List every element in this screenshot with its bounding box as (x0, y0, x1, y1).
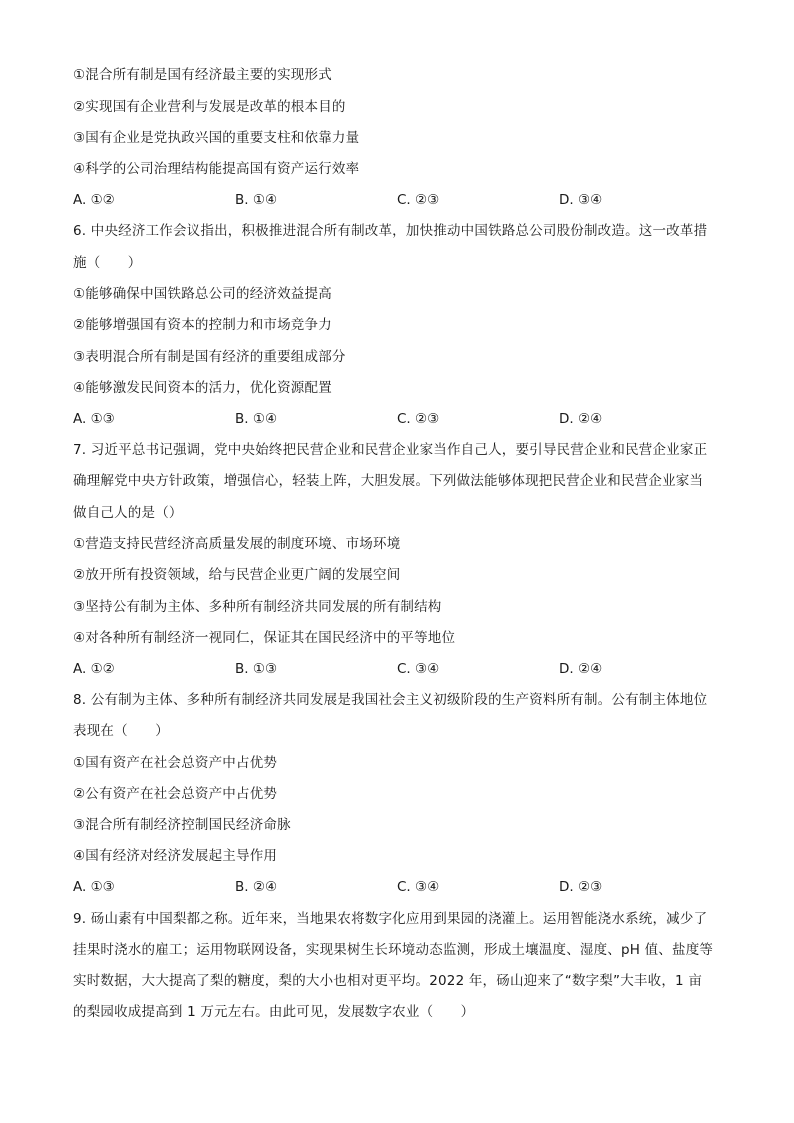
q8-statement-3: ③混合所有制经济控制国民经济命脉 (73, 817, 291, 833)
q8-option-b: B. ②④ (235, 879, 278, 895)
q5-option-a: A. ①② (73, 192, 115, 208)
q7-statement-2: ②放开所有投资领域，给与民营企业更广阔的发展空间 (73, 567, 401, 583)
q6-option-c: C. ②③ (397, 411, 440, 427)
q6-stem-line-1: 6. 中央经济工作会议指出，积极推进混合所有制改革，加快推动中国铁路总公司股份制改造。这一改革措 (73, 223, 708, 239)
q8-option-d: D. ②③ (559, 879, 603, 895)
q5-statement-1: ①混合所有制是国有经济最主要的实现形式 (73, 67, 332, 83)
q6-statement-1: ①能够确保中国铁路总公司的经济效益提高 (73, 286, 332, 302)
q7-statement-4: ④对各种所有制经济一视同仁，保证其在国民经济中的平等地位 (73, 630, 456, 646)
q7-option-c: C. ③④ (397, 661, 440, 677)
q7-stem-line-1: 7. 习近平总书记强调，党中央始终把民营企业和民营企业家当作自己人，要引导民营企业和民营企业家正 (73, 442, 708, 458)
q5-option-c: C. ②③ (397, 192, 440, 208)
q7-stem-line-2: 确理解党中央方针政策，增强信心，轻装上阵，大胆发展。下列做法能够体现把民营企业和民营企业家当 (73, 473, 704, 489)
q5-statement-2: ②实现国有企业营利与发展是改革的根本目的 (73, 99, 346, 115)
q8-option-a: A. ①③ (73, 879, 115, 895)
q7-statement-1: ①营造支持民营经济高质量发展的制度环境、市场环境 (73, 536, 401, 552)
q6-option-b: B. ①④ (235, 411, 278, 427)
q7-option-b: B. ①③ (235, 661, 278, 677)
q6-option-a: A. ①③ (73, 411, 115, 427)
q8-statement-2: ②公有资产在社会总资产中占优势 (73, 786, 278, 802)
q6-option-d: D. ②④ (559, 411, 603, 427)
q5-statement-3: ③国有企业是党执政兴国的重要支柱和依靠力量 (73, 130, 360, 146)
q9-stem-line-2: 挂果时浇水的雇工；运用物联网设备，实现果树生长环境动态监测，形成土壤温度、湿度、pH 值、盐度等 (73, 942, 714, 958)
q9-stem-line-1: 9. 砀山素有中国梨都之称。近年来，当地果农将数字化应用到果园的浇灌上。运用智能浇水系统，减少了 (73, 911, 708, 927)
q7-stem-line-3: 做自己人的是（） (73, 505, 183, 521)
q9-stem-line-3: 实时数据，大大提高了梨的糖度，梨的大小也相对更平均。2022 年，砀山迎来了“数字梨”大丰收，1 亩 (73, 973, 703, 989)
q6-statement-4: ④能够激发民间资本的活力，优化资源配置 (73, 380, 332, 396)
q6-statement-2: ②能够增强国有资本的控制力和市场竞争力 (73, 317, 332, 333)
q5-option-d: D. ③④ (559, 192, 603, 208)
q8-statement-4: ④国有经济对经济发展起主导作用 (73, 848, 278, 864)
q7-option-d: D. ②④ (559, 661, 603, 677)
q5-statement-4: ④科学的公司治理结构能提高国有资产运行效率 (73, 161, 360, 177)
q8-option-c: C. ③④ (397, 879, 440, 895)
q6-statement-3: ③表明混合所有制是国有经济的重要组成部分 (73, 349, 346, 365)
q9-stem-line-4: 的梨园收成提高到 1 万元左右。由此可见，发展数字农业（ ） (73, 1004, 475, 1020)
q7-statement-3: ③坚持公有制为主体、多种所有制经济共同发展的所有制结构 (73, 599, 442, 615)
q8-stem-line-1: 8. 公有制为主体、多种所有制经济共同发展是我国社会主义初级阶段的生产资料所有制。公有制主体地位 (73, 692, 708, 708)
q6-stem-line-2: 施（ ） (73, 255, 142, 271)
q5-option-b: B. ①④ (235, 192, 278, 208)
q7-option-a: A. ①② (73, 661, 115, 677)
q8-statement-1: ①国有资产在社会总资产中占优势 (73, 755, 278, 771)
q8-stem-line-2: 表现在（ ） (73, 723, 169, 739)
